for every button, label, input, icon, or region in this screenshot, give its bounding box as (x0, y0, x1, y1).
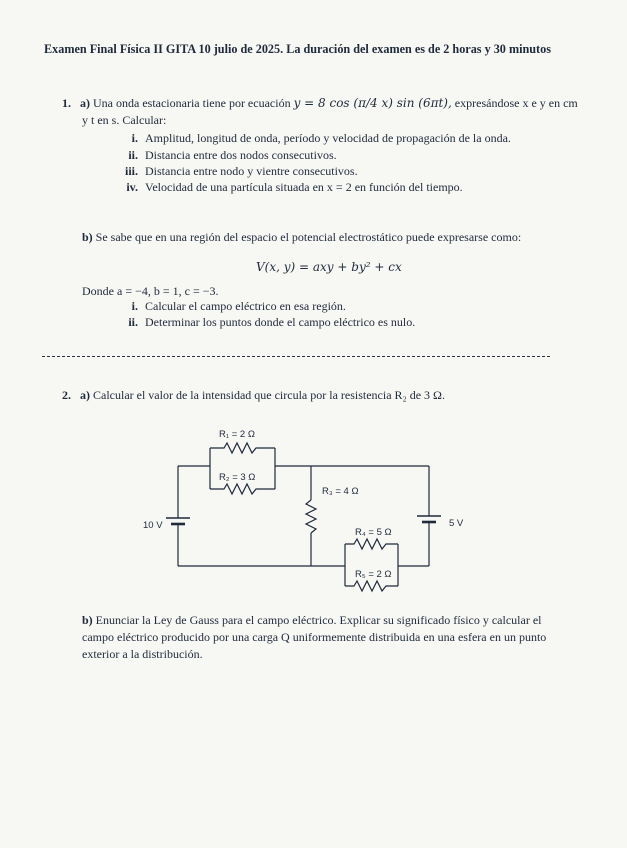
q2-a-label: a) (80, 388, 90, 402)
label-r2: R₂ = 3 Ω (219, 472, 256, 483)
label-r1: R₁ = 2 Ω (219, 429, 255, 440)
q2-b-label: b) (82, 613, 93, 627)
label-5v: 5 V (449, 518, 464, 529)
q1-number: 1. (62, 96, 71, 110)
q1-a-item-2: ii. Distancia entre dos nodos consecutivos. (128, 148, 337, 162)
q2-a-text: Calcular el valor de la intensidad que circula por la resistencia R₂ de 3 Ω. (93, 388, 445, 402)
q1-b-intro: Se sabe que en una región del espacio el potencial electrostático puede expresarse como: (95, 230, 522, 244)
label-r5: R₅ = 2 Ω (355, 569, 392, 580)
q1-b-label: b) (82, 230, 93, 244)
q1-a-item-4: iv. Velocidad de una partícula situada en x = 2 en función del tiempo. (126, 180, 463, 194)
q1-a-tail: expresándose x e y en cm (454, 96, 578, 110)
label-10v: 10 V (143, 520, 163, 531)
q2-number: 2. (62, 388, 71, 402)
q1-b-equation: V(x, y) = axy + by² + cx (256, 260, 402, 274)
q1-a-line2: y t en s. Calcular: (82, 113, 167, 127)
exam-header: Examen Final Física II GITA 10 julio de 2025. La duración del examen es de 2 horas y 30 minutos (44, 42, 551, 56)
resistor-r1 (210, 443, 275, 453)
q1-a-intro: Una onda estacionaria tiene por ecuación (93, 96, 291, 110)
q1-b-item-1: i. Calcular el campo eléctrico en esa región. (131, 299, 346, 313)
q1-b-item-2: ii. Determinar los puntos donde el campo eléctrico es nulo. (128, 315, 416, 329)
label-r4: R₄ = 5 Ω (355, 527, 392, 538)
resistor-r5 (345, 581, 398, 591)
q1-a-label: a) (80, 96, 90, 110)
label-r3: R₃ = 4 Ω (322, 486, 359, 497)
q2-b-paragraph (82, 612, 562, 663)
q1-a-item-1: i. Amplitud, longitud de onda, período y velocidad de propagación de la onda. (131, 131, 511, 145)
q1-a-equation: y = 8 cos (π/4 x) sin (6πt), (293, 96, 452, 110)
resistor-r4 (345, 539, 398, 549)
q1-a-item-3: iii. Distancia entre nodo y vientre consecutivos. (124, 164, 358, 178)
q1-b-where: Donde a = −4, b = 1, c = −3. (82, 284, 219, 298)
resistor-r2 (210, 484, 275, 494)
q2-b-text: Enunciar la Ley de Gauss para el campo eléctrico. Explicar su significado físico y calcular el campo eléctrico producido por una carga Q uniformemente distribuida en una esfera en un punto exterior a la distribución. (82, 613, 547, 661)
resistor-r3 (306, 500, 316, 533)
